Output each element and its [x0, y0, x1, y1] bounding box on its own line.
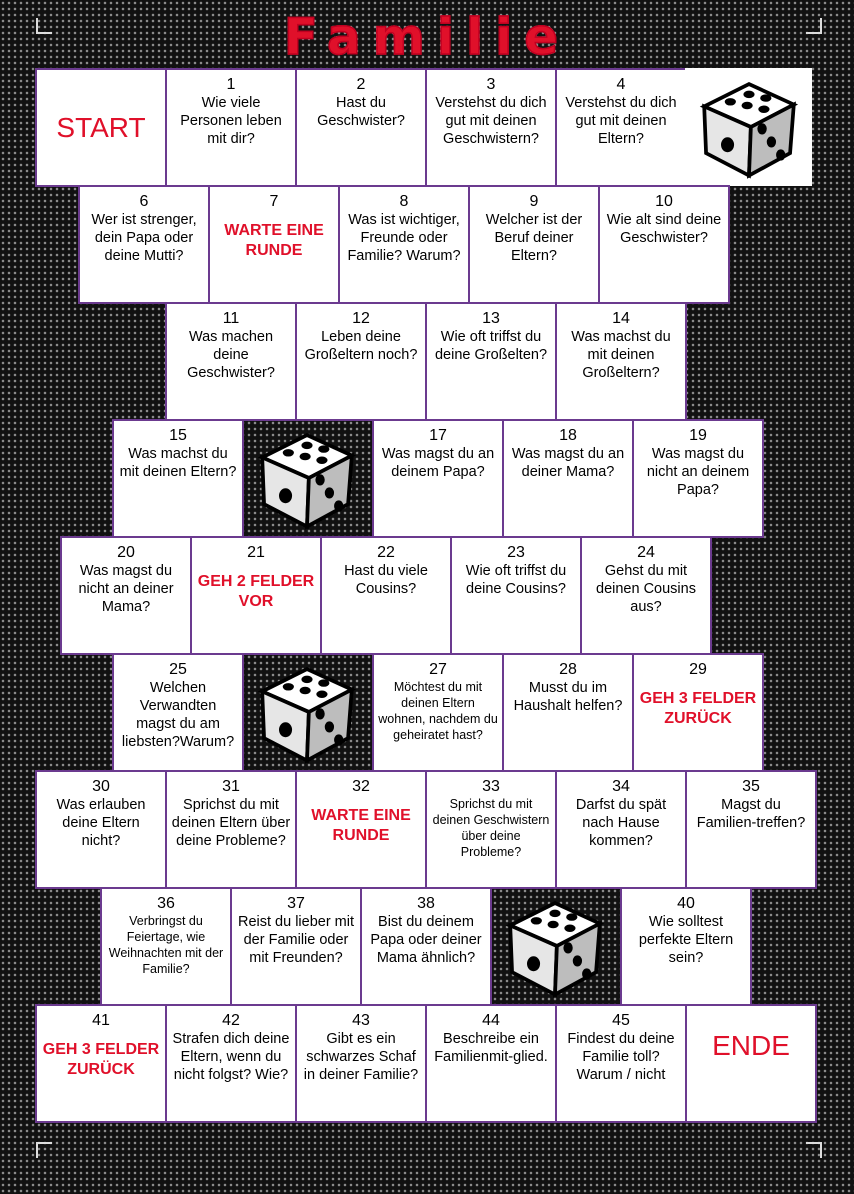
field-number: 35: [742, 778, 760, 795]
field-question: Was machst du mit deinen Großeltern?: [571, 329, 671, 381]
board-field: [165, 770, 297, 889]
field-number: 28: [559, 661, 577, 678]
field-number: 23: [507, 544, 525, 561]
field-action: GEH 3 FELDER ZURÜCK: [639, 690, 757, 727]
field-question: Magst du Familien-treffen?: [696, 797, 806, 831]
board-field: [35, 1004, 167, 1123]
board-field: [60, 536, 192, 655]
field-number: 31: [222, 778, 240, 795]
field-number: 10: [655, 193, 673, 210]
field-question: Welcher ist der Beruf deiner Eltern?: [485, 212, 583, 264]
die-decoration: [685, 68, 812, 186]
field-number: 36: [157, 895, 175, 912]
board-field: [338, 185, 470, 304]
field-number: 43: [352, 1012, 370, 1029]
field-number: 12: [352, 310, 370, 327]
field-number: 38: [417, 895, 435, 912]
field-action: WARTE EINE RUNDE: [311, 807, 411, 844]
field-number: 42: [222, 1012, 240, 1029]
field-question: Welchen Verwandten magst du am liebsten?Warum?: [121, 680, 235, 750]
board-field: [555, 302, 687, 421]
field-number: 3: [486, 76, 496, 93]
field-question: Verbringst du Feiertage, wie Weihnachten mit der Familie?: [108, 914, 224, 976]
board-field: [360, 887, 492, 1006]
field-action: GEH 3 FELDER ZURÜCK: [42, 1041, 160, 1078]
field-question: Hast du viele Cousins?: [344, 563, 428, 597]
end-field: ENDE: [685, 1004, 817, 1123]
field-question: Musst du im Haushalt helfen?: [513, 680, 623, 714]
field-number: 13: [482, 310, 500, 327]
board-field: [425, 302, 557, 421]
field-number: 33: [482, 778, 500, 795]
field-question: Beschreibe ein Familienmit-glied.: [434, 1031, 548, 1065]
field-question: Wie solltest perfekte Eltern sein?: [638, 914, 734, 966]
field-question: Verstehst du dich gut mit deinen Eltern?: [565, 95, 677, 147]
field-question: Reist du lieber mit der Familie oder mit Freunden?: [237, 914, 355, 966]
field-number: 2: [356, 76, 366, 93]
field-question: Sprichst du mit deinen Geschwistern über deine Probleme?: [432, 797, 550, 859]
field-question: Wer ist strenger, dein Papa oder deine Mutti?: [91, 212, 197, 264]
field-number: 1: [226, 76, 236, 93]
field-question: Was magst du nicht an deiner Mama?: [78, 563, 174, 615]
field-number: 6: [139, 193, 149, 210]
page-title: [0, 8, 854, 66]
field-question: Wie viele Personen leben mit dir?: [180, 95, 282, 147]
corner-mark: [806, 1142, 822, 1158]
field-number: 22: [377, 544, 395, 561]
die-decoration: [242, 419, 372, 537]
field-number: 41: [92, 1012, 110, 1029]
board-field: [620, 887, 752, 1006]
field-number: 37: [287, 895, 305, 912]
field-number: 20: [117, 544, 135, 561]
board-field: [295, 68, 427, 187]
field-question: Gibt es ein schwarzes Schaf in deiner Familie?: [303, 1031, 419, 1083]
field-number: 29: [689, 661, 707, 678]
field-question: Wie alt sind deine Geschwister?: [606, 212, 722, 246]
board-field: [632, 653, 764, 772]
field-question: Was machst du mit deinen Eltern?: [119, 446, 237, 480]
field-question: Was magst du nicht an deinem Papa?: [646, 446, 750, 498]
field-action: GEH 2 FELDER VOR: [197, 573, 315, 610]
die-decoration: [490, 887, 620, 1005]
board-field: [112, 419, 244, 538]
field-number: 7: [269, 193, 279, 210]
field-question: Was machen deine Geschwister?: [187, 329, 275, 381]
field-question: Gehst du mit deinen Cousins aus?: [596, 563, 696, 615]
board-field: [295, 1004, 427, 1123]
field-question: Verstehst du dich gut mit deinen Geschwistern?: [435, 95, 547, 147]
board-field: [372, 419, 504, 538]
field-number: 44: [482, 1012, 500, 1029]
board-field: [35, 770, 167, 889]
board-field: [165, 68, 297, 187]
field-number: 14: [612, 310, 630, 327]
board-field: [632, 419, 764, 538]
field-question: Was ist wichtiger, Freunde oder Familie? Warum?: [347, 212, 461, 264]
field-question: Strafen dich deine Eltern, wenn du nicht folgst? Wie?: [172, 1031, 290, 1083]
board-field: [502, 653, 634, 772]
field-number: 8: [399, 193, 409, 210]
board-field: [450, 536, 582, 655]
field-number: 32: [352, 778, 370, 795]
board-field: [230, 887, 362, 1006]
field-number: 25: [169, 661, 187, 678]
field-question: Wie oft triffst du deine Großelten?: [434, 329, 548, 363]
board-field: [425, 68, 557, 187]
board-field: [502, 419, 634, 538]
field-number: 17: [429, 427, 447, 444]
board-field: [295, 302, 427, 421]
field-number: 24: [637, 544, 655, 561]
die-icon: [499, 890, 611, 1002]
field-question: Bist du deinem Papa oder deiner Mama ähnlich?: [370, 914, 482, 966]
field-question: Was magst du an deiner Mama?: [511, 446, 625, 480]
board-field: [425, 770, 557, 889]
field-number: 40: [677, 895, 695, 912]
board-field: [685, 770, 817, 889]
field-number: 11: [222, 310, 240, 327]
board-field: [295, 770, 427, 889]
field-number: 30: [92, 778, 110, 795]
die-decoration: [242, 653, 372, 771]
field-question: Leben deine Großeltern noch?: [304, 329, 418, 363]
field-number: 9: [529, 193, 539, 210]
board-field: [112, 653, 244, 772]
board-field: [555, 1004, 687, 1123]
board-field: [580, 536, 712, 655]
board-field: [320, 536, 452, 655]
field-question: Möchtest du mit deinen Eltern wohnen, nachdem du geheiratet hast?: [378, 680, 498, 742]
board-field: [598, 185, 730, 304]
board-field: [555, 770, 687, 889]
field-question: Was erlauben deine Eltern nicht?: [56, 797, 146, 849]
board-field: [372, 653, 504, 772]
board-field: [468, 185, 600, 304]
field-number: 19: [689, 427, 707, 444]
field-number: 45: [612, 1012, 630, 1029]
field-question: Wie oft triffst du deine Cousins?: [465, 563, 567, 597]
field-question: Hast du Geschwister?: [317, 95, 405, 129]
board-field: [555, 68, 687, 187]
field-question: Findest du deine Familie toll? Warum / nicht: [567, 1031, 675, 1083]
field-number: 18: [559, 427, 577, 444]
field-number: 15: [169, 427, 187, 444]
board-field: [425, 1004, 557, 1123]
die-icon: [251, 656, 363, 768]
board-field: [165, 302, 297, 421]
field-question: Darfst du spät nach Hause kommen?: [575, 797, 667, 849]
corner-mark: [36, 1142, 52, 1158]
die-icon: [251, 422, 363, 534]
start-field: START: [35, 68, 167, 187]
field-action: WARTE EINE RUNDE: [224, 222, 324, 259]
board-field: [78, 185, 210, 304]
field-number: 21: [247, 544, 265, 561]
board-field: [208, 185, 340, 304]
field-number: 34: [612, 778, 630, 795]
board-field: [100, 887, 232, 1006]
field-question: Was magst du an deinem Papa?: [381, 446, 495, 480]
field-number: 27: [429, 661, 447, 678]
board-field: [190, 536, 322, 655]
board-field: [165, 1004, 297, 1123]
field-question: Sprichst du mit deinen Eltern über deine Probleme?: [171, 797, 291, 849]
page-title-text: Familie: [283, 8, 571, 66]
die-icon: [693, 71, 805, 183]
field-number: 4: [616, 76, 626, 93]
